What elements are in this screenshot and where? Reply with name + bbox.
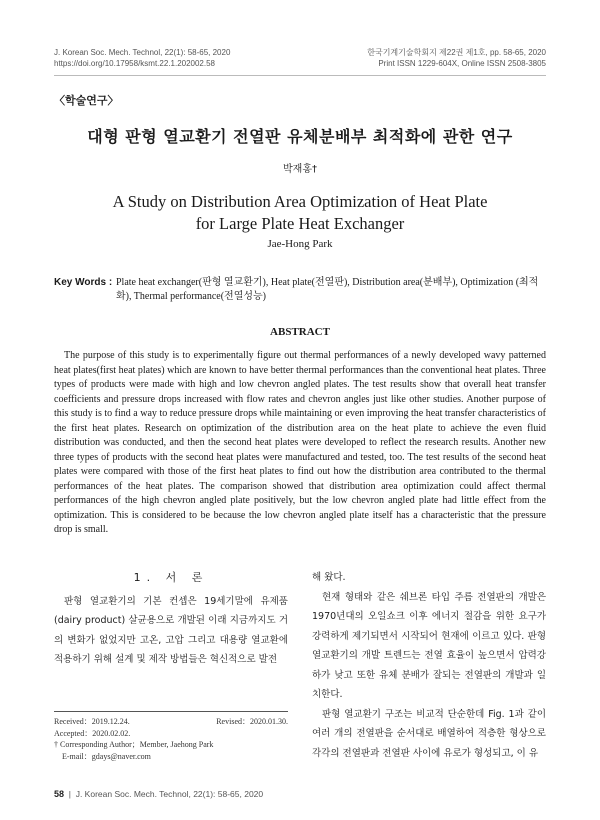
left-column	[54, 568, 288, 670]
header-divider	[54, 75, 546, 76]
journal-citation-ko: 한국기계기술학회지 제22권 제1호, pp. 58-65, 2020	[367, 48, 546, 57]
doi-link[interactable]: https://doi.org/10.17958/ksmt.22.1.202002.58	[54, 59, 216, 68]
intro-paragraph-3: 판형 열교환기 구조는 비교적 단순한데 Fig. 1과 같이 여러 개의 전열판을 순서대로 배열하여 적층한 형상으로 각각의 전열판과 전열판 사이에 유로가 형성되고, 이 유	[312, 708, 546, 759]
keywords-block	[54, 276, 546, 304]
abstract-heading: ABSTRACT	[270, 326, 330, 338]
right-column	[312, 568, 546, 763]
corresponding-author: † Corresponding Author；Member, Jaehong Park	[54, 740, 214, 749]
header-left	[54, 47, 230, 69]
header-right	[367, 47, 546, 69]
page-number: 58	[54, 789, 65, 799]
keywords-label: Key Words :	[54, 277, 113, 288]
page-footer	[54, 789, 263, 799]
author-email[interactable]: E-mail：gdays@naver.com	[62, 751, 151, 761]
accepted-date: Accepted：2020.02.02.	[54, 728, 131, 738]
intro-paragraph-1-cont: 해 왔다.	[312, 572, 346, 583]
footer-journal: J. Korean Soc. Mech. Technol, 22(1): 58-65, 2020	[75, 789, 264, 799]
received-date: Received：2019.12.24.	[54, 717, 130, 726]
footnote-dates-row	[54, 716, 288, 728]
abstract-body: The purpose of this study is to experimentally figure out thermal performances of a newly developed wavy patterned heat plates(first heat plates) which are known to have better thermal performances than the conventional heat plates. Three types of products were made with high and low chevron angled plates. The test results show that overall heat transfer coefficients and pressure drops increased with flow rates and chevron angles just like other studies. Another purpose of this study is to find a way to reduce pressure drops while maintaining or even improving the heat transfer characteristics of the first heat plates. Research on optimization of the distribution area on the heat plate to achieve the even fluid distribution was conducted, and then the second heat plates were developed to reflect the research results. Another new three types of products with the second heat plates were manufactured and tested, too. The test results of the second heat plates were compared with those of the first heat plates to find out how the distribution area contributed to the thermal performances of the heat plates. The comparison showed that distribution area optimization could affect thermal performances of the high chevron angled plate positively, but the low chevron angled plate had little effect from the optimization. This is considered to be because the low chevron angled plate itself has a characteristic that the pressure drop is small.	[54, 350, 546, 535]
journal-citation: J. Korean Soc. Mech. Technol, 22(1): 58-65, 2020	[54, 48, 231, 57]
issn-info: Print ISSN 1229-604X, Online ISSN 2508-3805	[378, 59, 546, 68]
title-english-line2: for Large Plate Heat Exchanger	[195, 214, 405, 233]
author-korean: 박재홍†	[283, 164, 317, 175]
intro-paragraph-2: 현재 형태와 같은 쉐브론 타입 주름 전열판의 개발은 1970년대의 오일쇼크 이후 에너지 절감을 위한 요구가 강력하게 제기되면서 시작되어 현재에 이르고 있다. 판형 열교환기의 개발 트렌드는 전열 효율이 높으면서 압력강하가 낮고 또한 유체 분배가 잘되는 전열판의 개발과 일치한다.	[312, 591, 546, 700]
category-tag: 〈학술연구〉	[54, 94, 119, 107]
intro-paragraph-1: 판형 열교환기의 기본 컨셉은 19세기말에 유제품(dairy product) 살균용으로 개발된 이래 지금까지도 거의 변화가 없었지만 고온, 고압 그리고 대용량 열교환에 적용하기 위해 설계 및 제작 방법들은 혁신적으로 발전	[54, 595, 288, 665]
footer-separator: |	[66, 789, 74, 799]
section-heading-introduction: 1. 서 론	[133, 571, 209, 584]
author-english: Jae-Hong Park	[267, 238, 333, 250]
keywords-text: Plate heat exchanger(판형 열교환기), Heat plate(전열판), Distribution area(분배부), Optimization (최적화), Thermal performance(전열성능)	[116, 277, 539, 302]
title-korean: 대형 판형 열교환기 전열판 유체분배부 최적화에 관한 연구	[87, 127, 513, 146]
footnote-block	[54, 716, 288, 762]
title-english	[0, 191, 600, 235]
footnote-divider	[54, 711, 288, 712]
revised-date: Revised：2020.01.30.	[216, 717, 288, 726]
title-english-line1: A Study on Distribution Area Optimization of Heat Plate	[112, 192, 488, 211]
